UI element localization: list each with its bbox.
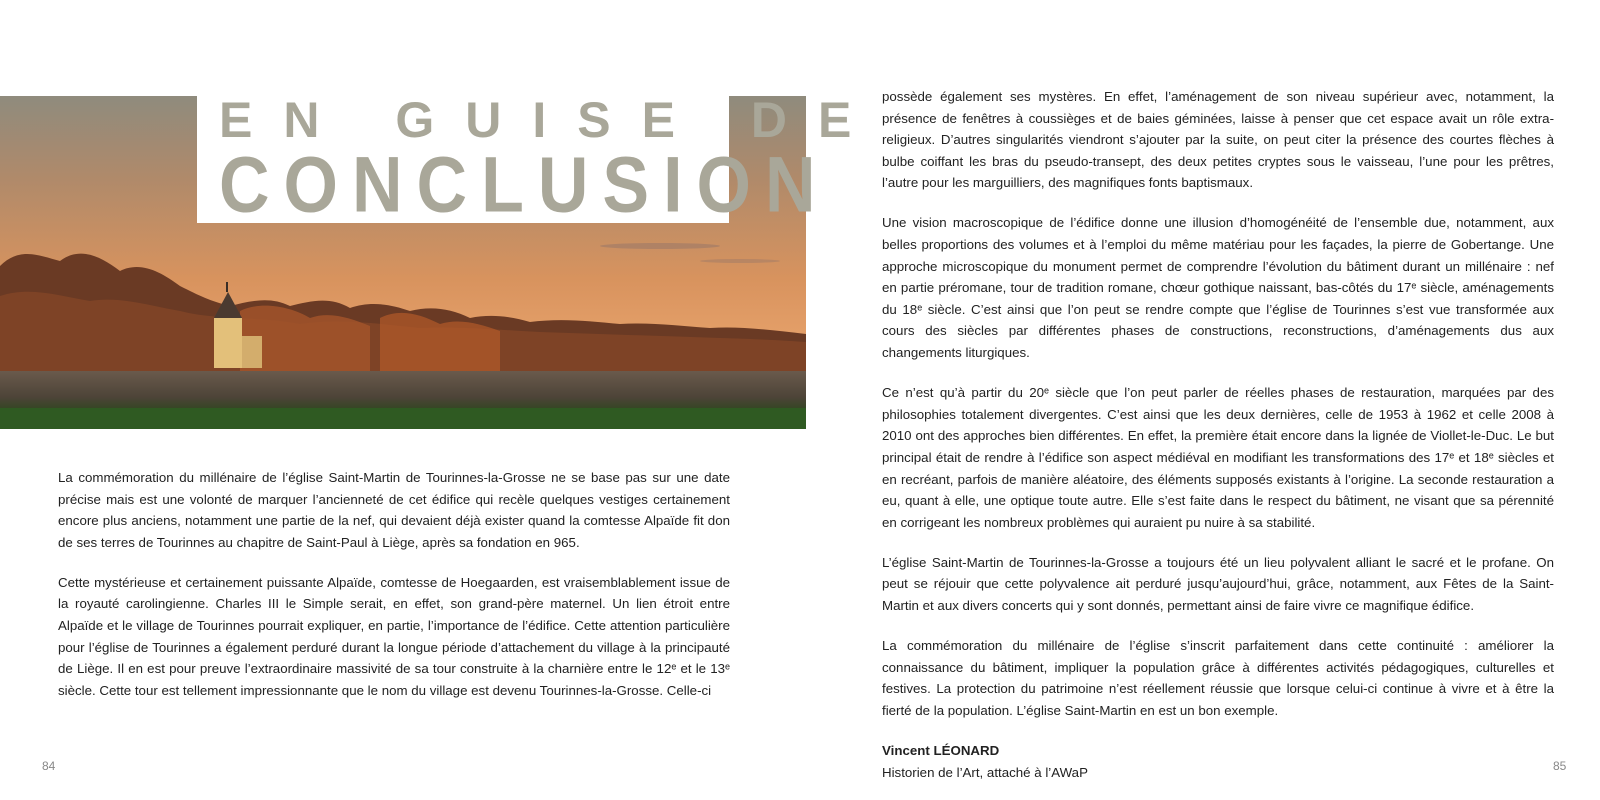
author-name: Vincent LÉONARD xyxy=(882,742,1000,758)
right-paragraph-4: L’église Saint-Martin de Tourinnes-la-Grosse a toujours été un lieu polyvalent alliant le sacré et le profane. On peut se réjouir que cette polyvalence ait perduré jusqu’aujourd’hui, grâce, notamment, aux Fêtes de la Saint-Martin et aux divers concerts qui y sont donnés, permettant ainsi de faire vivre ce magnifique édifice. xyxy=(882,554,1554,613)
right-text-column xyxy=(882,86,1554,783)
right-paragraph-3: Ce n’est qu’à partir du 20ᵉ siècle que l’on peut parler de réelles phases de restauration, marquées par des philosophies totalement divergentes. C’est ainsi que les deux dernières, celle de 1953 à 1962 et celle 2008 à 2010 ont des approches bien différentes. En effet, la première était encore dans la lignée de Viollet-le-Duc. Le but principal était de rendre à l’édifice son aspect médiéval en modifiant les transformations des 17ᵉ et 18ᵉ siècles et en recréant, parfois de manière aléatoire, des éléments supposés existants à l’origine. La seconde restauration a eu, quant à elle, une optique toute autre. Elle s’est faite dans le respect du bâtiment, ne visant que sa pérennité en corrigeant les nombreux problèmes qui auraient pu nuire à sa stabilité. xyxy=(882,385,1554,530)
title-line-2: CONCLUSION xyxy=(219,141,830,229)
page-number-left: 84 xyxy=(42,759,56,773)
left-text-column xyxy=(58,467,730,720)
left-paragraph-2: Cette mystérieuse et certainement puissante Alpaïde, comtesse de Hoegaarden, est vraisemblablement issue de la royauté carolingienne. Charles III le Simple serait, en effet, son grand-père maternel. Un lien étroit entre Alpaïde et le village de Tourinnes pourrait expliquer, en partie, l’importance de l’édifice. Cette attention particulière pour l’église de Tourinnes a également perduré durant la longue période d’attachement du village à la principauté de Liège. Il en est pour preuve l’extraordinaire massivité de sa tour construite à la charnière entre le 12ᵉ et le 13ᵉ siècle. Cette tour est tellement impressionnante que le nom du village est devenu Tourinnes-la-Grosse. Celle-ci xyxy=(58,574,730,698)
title-line-1: EN GUISE DE xyxy=(219,92,883,148)
right-paragraph-1: possède également ses mystères. En effet, l’aménagement de son niveau supérieur avec, notamment, la présence de fenêtres à coussièges et de baies géminées, laisse à penser que cet espace avait un rôle extra-religieux. D’autres singularités viendront s’ajouter par la suite, on peut citer la présence des courtes flèches à bulbe coiffant les bras du pseudo-transept, des deux petites cryptes sous le vaisseau, l’une pour les prêtres, l’autre pour les marguilliers, des magnifiques fonts baptismaux. xyxy=(882,89,1554,191)
page-number-right: 85 xyxy=(1553,759,1567,773)
right-paragraph-2: Une vision macroscopique de l’édifice donne une illusion d’homogénéité de l’ensemble due, notamment, aux belles proportions des volumes et à l’emploi du même matériau pour les façades, la pierre de Gobertange. Une approche microscopique du monument permet de comprendre l’évolution du bâtiment durant un millénaire : nef en partie préromane, tour de tradition romane, chœur gothique naissant, bas-côtés du 17ᵉ siècle, aménagements du 18ᵉ siècle. C’est ainsi que l’on peut se rendre compte que l’église de Tourinnes s’est vue transformée aux cours des siècles par différentes phases de constructions, reconstructions, d’aménagements dus aux changements liturgiques. xyxy=(882,215,1554,361)
title-block xyxy=(197,92,883,229)
signature-block xyxy=(882,740,1554,783)
author-role: Historien de l’Art, attaché à l’AWaP xyxy=(882,764,1088,780)
right-paragraph-5: La commémoration du millénaire de l’église s’inscrit parfaitement dans cette continuité : améliorer la connaissance du bâtiment, impliquer la population grâce à différentes activités pédagogiques, culturelles et festives. La protection du patrimoine n’est réellement réussie que lorsque celui-ci continue à vivre et à être la fierté de la population. L’église Saint-Martin en est un bon exemple. xyxy=(882,638,1554,718)
left-paragraph-1: La commémoration du millénaire de l’église Saint-Martin de Tourinnes-la-Grosse ne se base pas sur une date précise mais est une volonté de marquer l’ancienneté de cet édifice qui recèle quelques vestiges certainement encore plus anciens, notamment une partie de la nef, qui devaient déjà exister quand la comtesse Alpaïde fit don de ses terres de Tourinnes au chapitre de Saint-Paul à Liège, après sa fondation en 965. xyxy=(58,470,730,550)
